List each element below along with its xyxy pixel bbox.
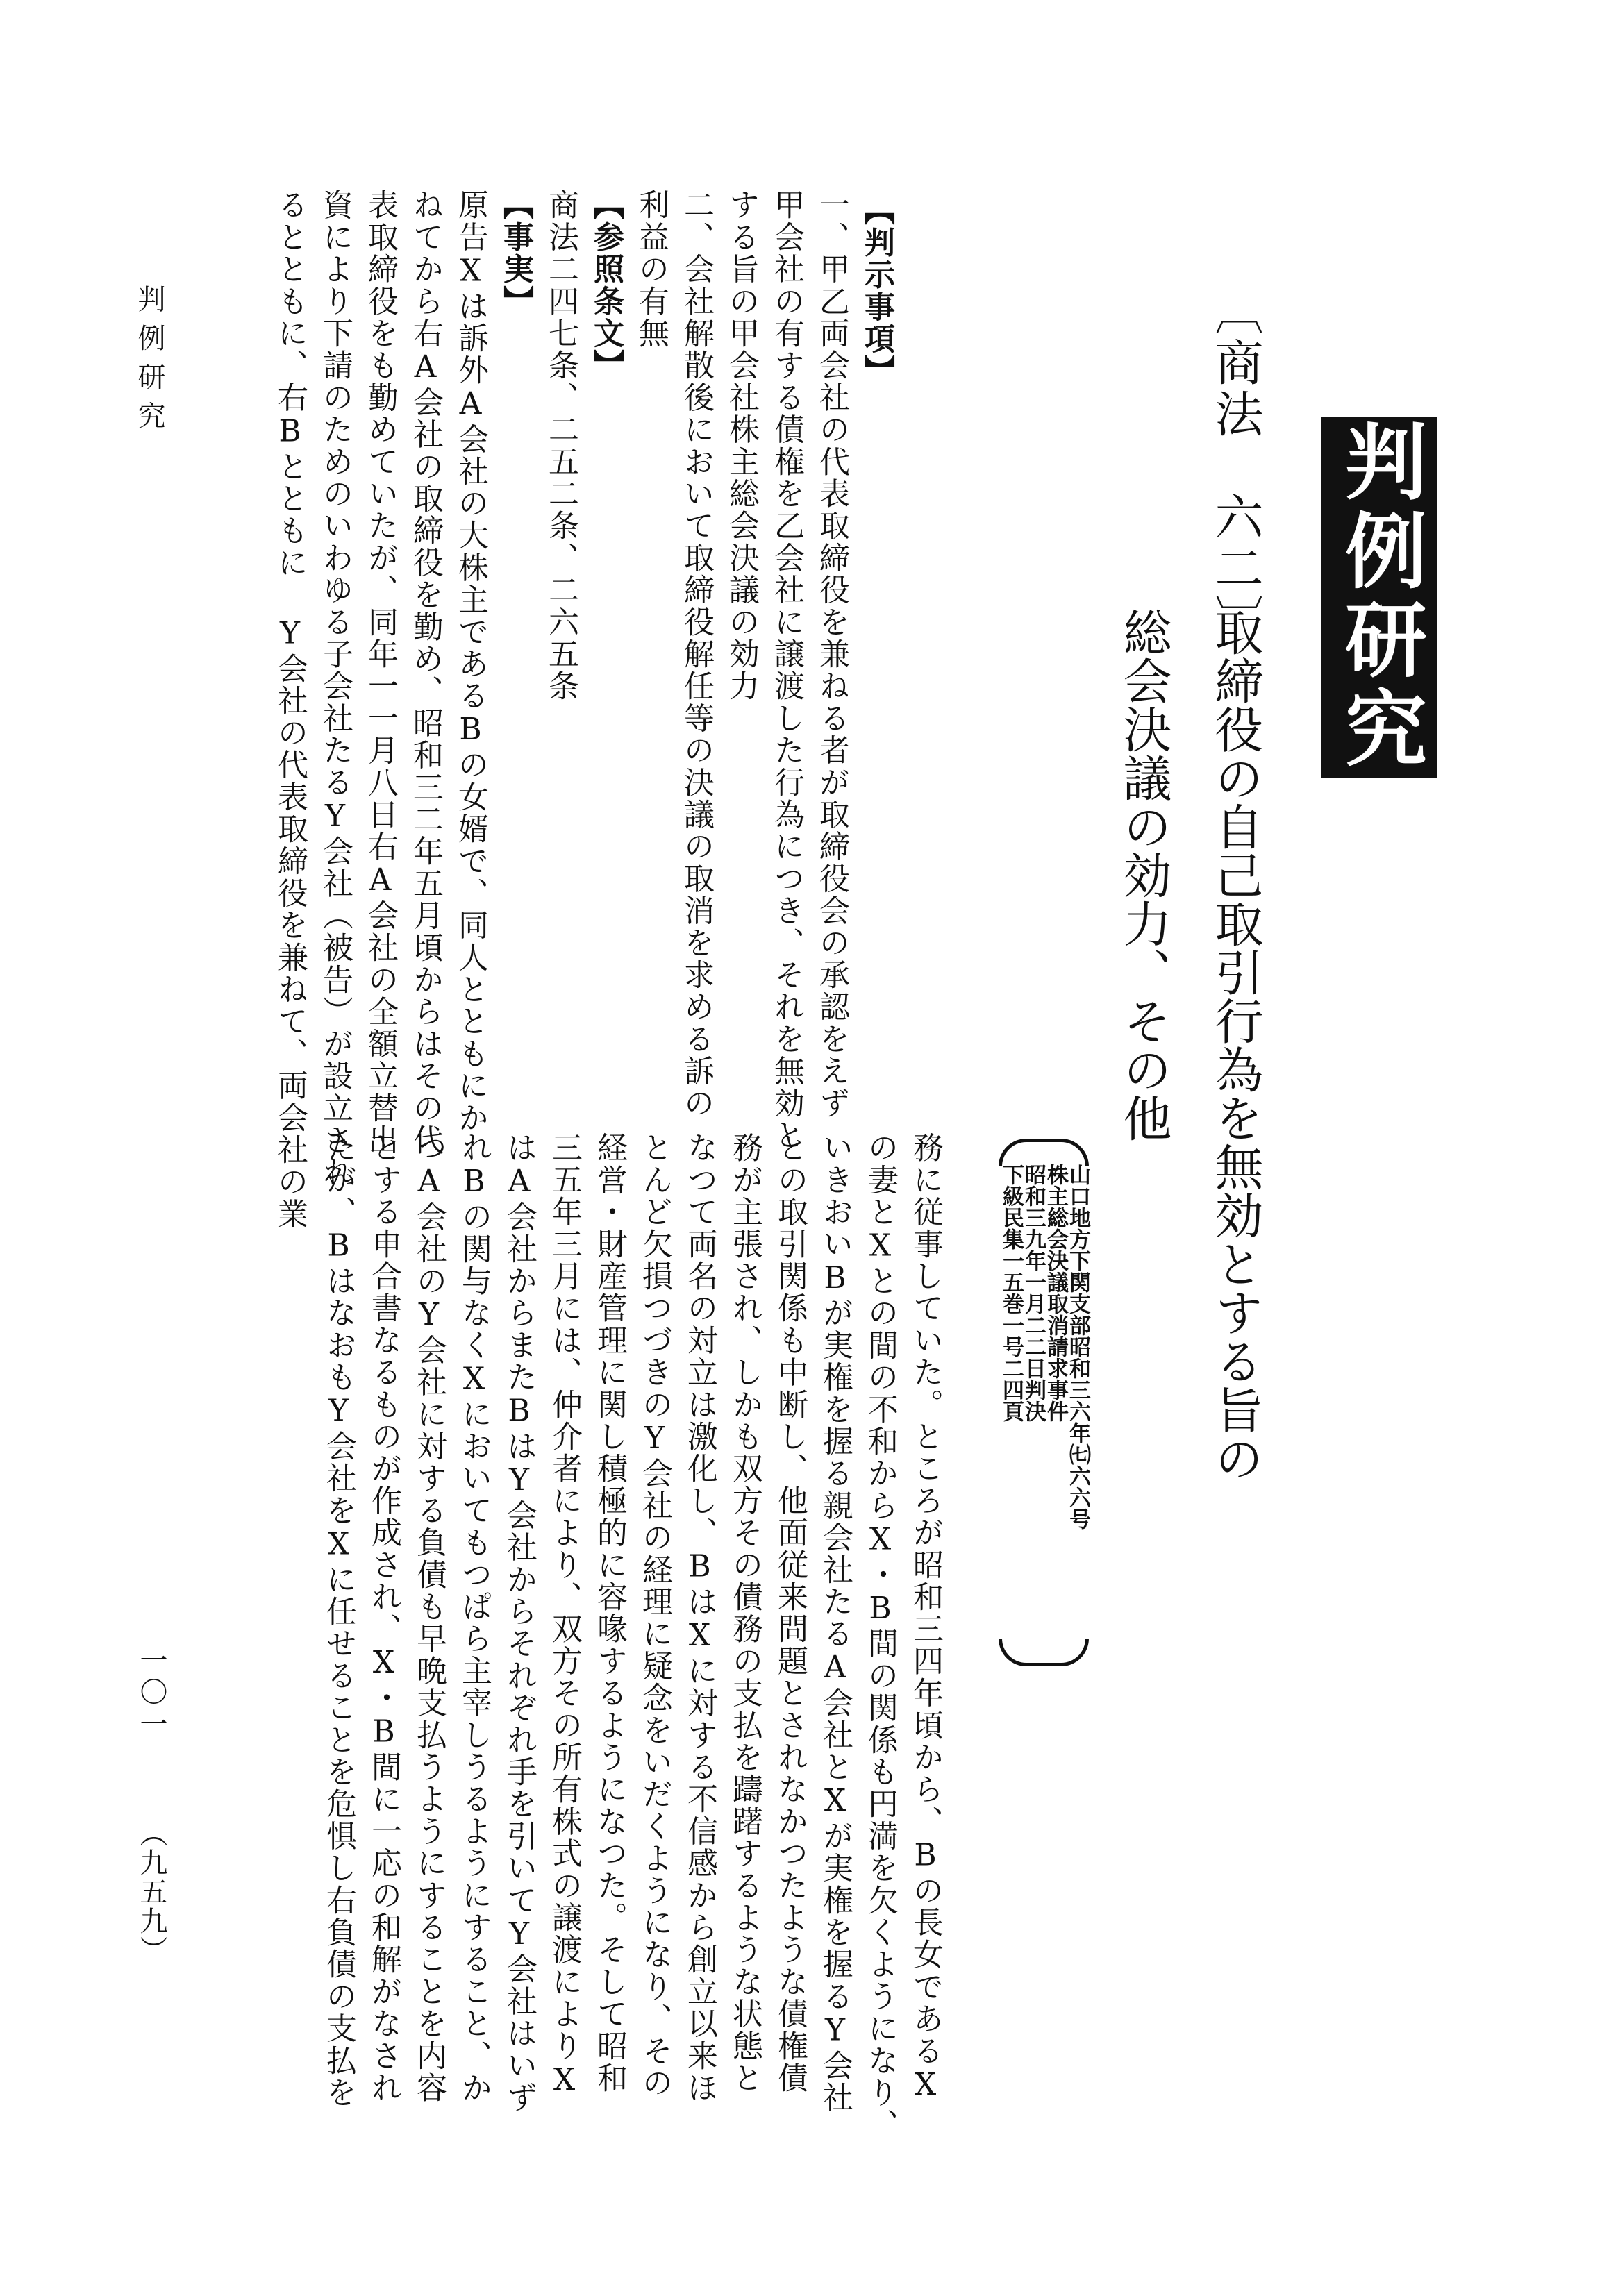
body-column: 商法二四七条、二五二条、二六五条 xyxy=(543,189,578,703)
case-citation xyxy=(999,1139,1089,1666)
body-column: 表取締役をも勤めていたが、同年一一月八日右A会社の全額立替出 xyxy=(362,189,398,1156)
body-column: 経営・財産管理に関し積極的に容喙するようになつた。そして昭和 xyxy=(592,1132,627,2094)
page-number: 一〇一 xyxy=(135,1645,167,1741)
body-column: 務が主張され、しかも双方その債務の支払を躊躇するような状態と xyxy=(727,1132,762,2094)
body-column: との取引関係も中断し、他面従来問題とされなかつたような債権債 xyxy=(772,1132,808,2094)
citation-line: 山口地方下関支部昭和三六年㈦六六号 xyxy=(1065,1164,1090,1530)
body-column: ねてから右A会社の取締役を勤め、昭和三二年五月頃からはその代 xyxy=(408,189,443,1156)
headline-line-2: 総会決議の効力、その他 xyxy=(1115,607,1172,1142)
heading-judgment-points: 【判示事項】 xyxy=(859,194,894,387)
heading-reference-articles: 【参照条文】 xyxy=(588,189,624,382)
page-total: （九五九） xyxy=(135,1819,167,1965)
body-column: いきおいBが実権を握る親会社たるA会社とXが実権を握るY会社 xyxy=(817,1132,853,2113)
series-title: 判例研究 xyxy=(1331,419,1428,775)
body-column: なつて両名の対立は激化し、BはXに対する不信感から創立以来ほ xyxy=(682,1132,717,2104)
series-title-box xyxy=(1321,417,1437,778)
citation-line: 昭和三九年一月二二日判決 xyxy=(1021,1164,1046,1422)
citation-bracket-bottom xyxy=(999,1639,1089,1666)
body-column: 甲会社の有する債権を乙会社に譲渡した行為につき、それを無効と xyxy=(769,189,804,1151)
running-head: 判例研究 xyxy=(133,285,165,440)
citation-bracket-top xyxy=(999,1139,1089,1166)
body-column: とする申合書なるものが作成され、X・B間に一応の和解がなされ xyxy=(366,1132,401,2104)
body-column: 利益の有無 xyxy=(633,189,669,349)
body-column: 三五年三月には、仲介者により、双方その所有株式の譲渡によりX xyxy=(547,1132,582,2099)
section-label: 〔商法 六二〕 xyxy=(1207,286,1264,646)
body-column: つA会社のY会社に対する負債も早晩支払うようにすることを内容 xyxy=(411,1132,447,2104)
heading-facts: 【事実】 xyxy=(498,189,533,317)
body-column: の妻とXとの間の不和からX・B間の関係も円満を欠くようになり、 xyxy=(862,1132,898,2141)
body-column: たが、BはなおもY会社をXに任せることを危惧し右負債の支払を xyxy=(321,1132,356,2109)
body-column: 資により下請のためのいわゆる子会社たるY会社（被告）が設立され xyxy=(317,189,353,1189)
body-column: はA会社からまたBはY会社からそれぞれ手を引いてY会社はいず xyxy=(501,1132,537,2113)
body-column: とんど欠損つづきのY会社の経理に疑念をいだくようになり、その xyxy=(637,1132,672,2099)
body-column: 原告Xは訴外A会社の大株主であるBの女婿で、同人とともにか xyxy=(453,189,488,1134)
citation-line: 株主総会決議取消請求事件 xyxy=(1043,1164,1068,1422)
body-column: るとともに、右Bとともに Y会社の代表取締役を兼ねて、両会社の業 xyxy=(272,189,308,1230)
body-column: 務に従事していた。ところが昭和三四年頃から、Bの長女であるX xyxy=(908,1132,943,2104)
body-column: れBの関与なくXにおいてもつぱら主宰しうるようにすること、か xyxy=(456,1132,492,2104)
headline-line-1: 取締役の自己取引行為を無効とする旨の xyxy=(1207,607,1264,1482)
body-column: する旨の甲会社株主総会決議の効力 xyxy=(724,189,759,703)
body-column: 二、会社解散後において取締役解任等の決議の取消を求める訴の xyxy=(678,189,714,1119)
citation-line: 下級民集一五巻一号二四頁 xyxy=(999,1164,1024,1422)
body-column: 一、甲乙両会社の代表取締役を兼ねる者が取締役会の承認をえず xyxy=(814,189,849,1119)
